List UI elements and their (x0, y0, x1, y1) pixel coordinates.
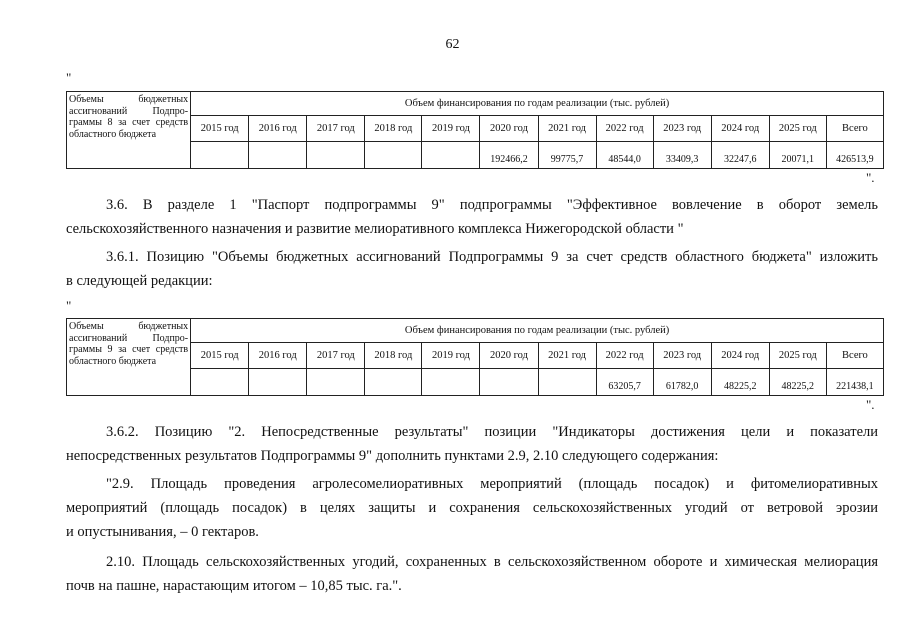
paragraph-2-10 (66, 550, 878, 598)
value-cell (422, 142, 480, 169)
value-cell: 48225,2 (769, 369, 826, 396)
year-cell: 2023 год (653, 116, 711, 142)
table-header: Объем финансирования по годам реализации (тыс. рублей) (191, 319, 884, 343)
paragraph-line: сельскохозяйственного назначения и развитие мелиоративного комплекса Нижегородской области " (66, 221, 684, 237)
year-cell: 2018 год (365, 343, 422, 369)
value-cell (307, 142, 365, 169)
value-cell: 33409,3 (653, 142, 711, 169)
value-cell (191, 142, 249, 169)
paragraph-line: 3.6.2. Позицию "2. Непосредственные результаты" позиции "Индикаторы достижения цели и показатели (106, 424, 878, 440)
total-value-cell: 426513,9 (826, 142, 883, 169)
paragraph-line: почв на пашне, нарастающим итогом – 10,85 тыс. га.". (66, 578, 402, 594)
value-cell: 99775,7 (538, 142, 596, 169)
funding-table-subprogram-8 (66, 91, 884, 169)
funding-table-subprogram-9 (66, 318, 884, 396)
paragraph-line: "2.9. Площадь проведения агролесомелиоративных мероприятий (площадь посадок) и фитомелиоративных (106, 476, 878, 492)
year-cell: 2019 год (422, 343, 480, 369)
paragraph-line: непосредственных результатов Подпрограммы 9" дополнить пунктами 2.9, 2.10 следующего содержания: (66, 448, 719, 464)
paragraph-line: 2.10. Площадь сельскохозяйственных угодий, сохраненных в сельскохозяйственном обороте и химическая мелиорация (106, 554, 878, 570)
paragraph-3-6 (66, 193, 878, 241)
page-number: 62 (445, 37, 460, 52)
value-cell (365, 369, 422, 396)
year-cell: 2021 год (538, 116, 596, 142)
value-cell: 20071,1 (769, 142, 826, 169)
paragraph-line: 3.6.1. Позицию "Объемы бюджетных ассигнований Подпрограммы 9 за счет средств областного бюджета" изложить (106, 249, 878, 265)
value-cell: 192466,2 (480, 142, 538, 169)
opening-quote: " (66, 70, 72, 85)
row-label: Объемы бюджетных ассигнований Подпро-граммы 8 за счет средств областного бюджета (67, 92, 191, 169)
year-cell: 2019 год (422, 116, 480, 142)
value-cell (249, 369, 307, 396)
value-cell (365, 142, 422, 169)
value-cell (191, 369, 249, 396)
paragraph-line: в следующей редакции: (66, 273, 213, 289)
year-cell: 2025 год (769, 343, 826, 369)
year-cell: 2023 год (653, 343, 711, 369)
year-cell: 2020 год (480, 343, 538, 369)
value-cell (538, 369, 596, 396)
value-cell (249, 142, 307, 169)
paragraph-3-6-1 (66, 245, 878, 293)
total-value-cell: 221438,1 (826, 369, 883, 396)
table-header: Объем финансирования по годам реализации (тыс. рублей) (191, 92, 884, 116)
year-cell: 2015 год (191, 116, 249, 142)
value-cell: 32247,6 (711, 142, 769, 169)
year-cell: 2024 год (711, 116, 769, 142)
year-cell: 2020 год (480, 116, 538, 142)
year-cell: 2021 год (538, 343, 596, 369)
year-cell: 2017 год (307, 116, 365, 142)
opening-quote: " (66, 298, 72, 313)
value-cell: 48225,2 (711, 369, 769, 396)
paragraph-line: мероприятий (площадь посадок) в целях защиты и сохранения сельскохозяйственных угодий от ветровой эрозии (66, 500, 878, 516)
paragraph-line: и опустынивания, – 0 гектаров. (66, 524, 259, 540)
paragraph-3-6-2 (66, 420, 878, 468)
value-cell: 61782,0 (653, 369, 711, 396)
year-cell: 2022 год (596, 116, 653, 142)
value-cell (480, 369, 538, 396)
closing-quote: ". (866, 397, 875, 412)
total-header-cell: Всего (826, 116, 883, 142)
value-cell: 63205,7 (596, 369, 653, 396)
year-cell: 2015 год (191, 343, 249, 369)
paragraph-line: 3.6. В разделе 1 "Паспорт подпрограммы 9" подпрограммы "Эффективное вовлечение в оборот земель (106, 197, 878, 213)
year-cell: 2016 год (249, 116, 307, 142)
value-cell (307, 369, 365, 396)
year-cell: 2024 год (711, 343, 769, 369)
year-cell: 2025 год (769, 116, 826, 142)
year-cell: 2018 год (365, 116, 422, 142)
year-cell: 2022 год (596, 343, 653, 369)
row-label: Объемы бюджетных ассигнований Подпро-граммы 9 за счет средств областного бюджета (67, 319, 191, 396)
closing-quote: ". (866, 170, 875, 185)
value-cell (422, 369, 480, 396)
year-cell: 2017 год (307, 343, 365, 369)
year-cell: 2016 год (249, 343, 307, 369)
total-header-cell: Всего (826, 343, 883, 369)
paragraph-2-9 (66, 472, 878, 544)
value-cell: 48544,0 (596, 142, 653, 169)
